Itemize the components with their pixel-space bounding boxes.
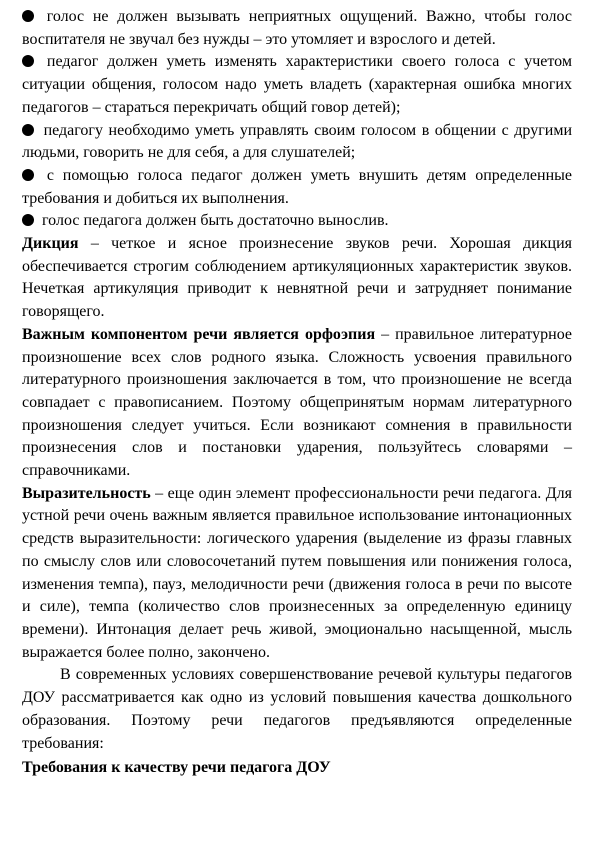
bullet-dot-icon: [22, 169, 34, 181]
orthoepy-text: – правильное литературное произношение всех слов родного языка. Сложность усвоения правильного литературного произношения заключается в том, что произношение не всегда совпадает с правописанием. Поэтому общепринятым нормам литературного произношения следует учиться. Если возникают сомнения в правильности произнесения слов и постановки ударения, пользуйтесь словарями – справочниками.: [22, 325, 573, 480]
bullet-dot-icon: [22, 10, 34, 22]
bullet-text: педагогу необходимо уметь управлять своим голосом в общении с другими людьми, говорить не для себя, а для слушателей;: [22, 121, 573, 162]
bullet-text: педагог должен уметь изменять характеристики своего голоса с учетом ситуации общения, голосом надо уметь владеть (характерная ошибка многих педагогов – стараться перекричать общий говор детей);: [22, 53, 572, 116]
diction-text: – четкое и ясное произнесение звуков речи. Хорошая дикция обеспечивается строгим соблюдением артикуляционных характеристик звуков. Нечеткая артикуляция приводит к невнятной речи и затрудняет понимание говорящего.: [22, 235, 572, 321]
expressiveness-text: – еще один элемент профессиональности речи педагога. Для устной речи очень важным является правильное использование интонационных средств выразительности: логического ударения (выделение из фразы главных по смыслу слов или словосочетаний путем повышения или понижения голоса, изменения темпа), пауз, мелодичности речи (движения голоса в речи по высоте и силе), темпа (количество слов произнесенных за определенную единицу времени). Интонация делает речь живой, эмоционально насыщенной, мысль выражается более полно, закончено.: [22, 484, 572, 661]
bullet-item: [22, 120, 572, 165]
bullet-text: голос не должен вызывать неприятных ощущений. Важно, чтобы голос воспитателя не звучал без нужды – это утомляет и взрослого и детей.: [22, 8, 573, 48]
bullet-text: голос педагога должен быть достаточно вынослив.: [42, 212, 389, 230]
expressiveness-term: Выразительность: [22, 484, 151, 502]
bullet-dot-icon: [22, 55, 34, 67]
bullet-dot-icon: [22, 124, 34, 136]
orthoepy-paragraph: [22, 324, 572, 483]
diction-term: Дикция: [22, 235, 79, 253]
bullet-text: с помощью голоса педагог должен уметь внушить детям определенные требования и добиться их выполнения.: [22, 166, 573, 207]
modern-conditions-paragraph: В современных условиях совершенствование речевой культуры педагогов ДОУ рассматривается как одно из условий повышения качества дошкольного образования. Поэтому речи педагогов предъявляются определенные требования:: [22, 666, 572, 752]
bullet-item: [22, 165, 572, 210]
diction-paragraph: [22, 233, 572, 324]
section-heading: Требования к качеству речи педагога ДОУ: [22, 759, 331, 777]
bullet-item: [22, 210, 572, 233]
bullet-dot-icon: [22, 214, 34, 226]
expressiveness-paragraph: [22, 483, 572, 665]
orthoepy-term: Важным компонентом речи является орфоэпия: [22, 325, 376, 343]
bullet-item: [22, 51, 572, 119]
document-page: [22, 6, 572, 780]
bullet-item: [22, 6, 572, 51]
